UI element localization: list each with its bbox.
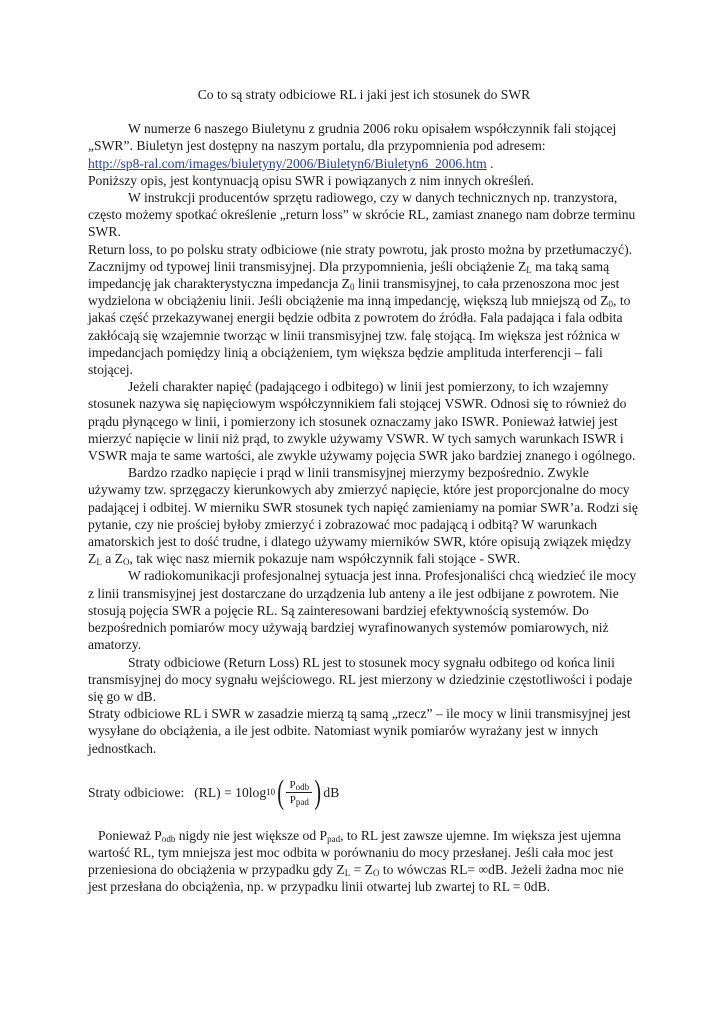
text-span: = Z xyxy=(350,862,373,878)
rl-formula xyxy=(88,771,640,815)
fraction-numerator xyxy=(286,778,312,793)
intro-text: W numerze 6 naszego Biuletynu z grudnia 2006 roku opisałem współczynnik fali stojącej „SWR”. Biuletyn jest dostępny na naszym portalu, dla przypomnienia pod adresem: xyxy=(88,121,617,154)
subscript: pad xyxy=(295,797,309,808)
left-paren: ( xyxy=(277,773,285,811)
text-span: nigdy nie jest większe od P xyxy=(175,827,328,843)
document-title: Co to są straty odbiciowe RL i jaki jest ich stosunek do SWR xyxy=(197,87,531,102)
p-symbol: P xyxy=(289,794,296,807)
paragraph-rl-definition: Straty odbiciowe (Return Loss) RL jest to stosunek mocy sygnału odbitego od końca linii transmisyjnej do mocy sygnału wejściowego. RL jest mierzony w dziedzinie częstotliwości i podaje się go w dB. xyxy=(88,654,633,704)
subscript: 0 xyxy=(349,282,355,293)
formula-fraction xyxy=(286,778,312,807)
p-symbol: P xyxy=(289,779,296,792)
subscript: L xyxy=(344,868,351,879)
text-span: , to RL jest zawsze ujemne. Im większa jest ujemna wartość RL, tym mniejsza jest moc odbita w porównaniu do mocy przesłanej. Jeśli cała moc jest przeniesiona do obciążenia w przypadku gdy Z xyxy=(88,827,621,878)
biuletyn-link[interactable]: http://sp8-ral.com/images/biuletyny/2006/Biuletyn6/Biuletyn6_2006.htm xyxy=(88,155,487,171)
subscript: O xyxy=(372,868,380,879)
subscript: pad xyxy=(327,833,341,844)
paragraph-vswr: Jeżeli charakter napięć (padającego i odbitego) w linii jest pomierzony, to ich wzajemny stosunek nazywa się napięciowym współczynnikiem fali stojącej VSWR. Odnosi się to również do prądu płynącego w linii, i pomierzony ich stosunek oznaczamy jako ISWR. Ponieważ łatwiej jest mierzyć napięcie w linii niż prąd, to zwykle używamy VSWR. W tych samych warunkach ISWR i VSWR maja te same wartości, ale zwykle używamy pojęcia SWR jako bardziej znanego i ogólnego. xyxy=(88,379,636,464)
intro-post: . xyxy=(486,155,494,171)
text-span: , tak więc nasz miernik pokazuje nam współczynnik fali stojące - SWR. xyxy=(129,551,521,567)
text-span: a Z xyxy=(101,551,123,567)
formula-log: log xyxy=(248,785,267,801)
paragraph-continuation: Poniższy opis, jest kontynuacją opisu SWR i powiązanych z nim innych określeń. xyxy=(88,172,534,188)
subscript: odb xyxy=(295,782,310,793)
text-span: to wówczas RL= ∞dB. Jeżeli żadna moc nie jest przesłana do obciążenia, np. w przypadku linii otwartej lub zwartej to RL = 0dB. xyxy=(88,862,624,895)
paragraph-rl-vs-swr: Straty odbiciowe RL i SWR w zasadzie mierzą tą samą „rzecz” – ile mocy w linii transmisyjnej jest wysyłane do obciążenia, a ile jest odbite. Natomiast wynik pomiarów wyrażany jest w innych jednostkach. xyxy=(88,706,631,756)
formula-label: Straty odbiciowe: xyxy=(88,785,185,801)
right-paren: ) xyxy=(314,773,322,811)
subscript: L xyxy=(96,557,102,568)
paragraph-swr-meter xyxy=(88,464,640,567)
subscript: odb xyxy=(161,833,176,844)
text-span: ma taką samą impedancję jak charakterystyczna impedancja Z xyxy=(88,258,610,292)
paragraph-return-loss-translation: Return loss, to po polsku straty odbiciowe (nie straty powrotu, jak prosto można by przetłumaczyć). xyxy=(88,241,633,257)
text-span: , to jakaś część przekazywanej energii będzie odbita z powrotem do źródła. Fala padająca i fala odbita zakłócają się wzajemnie tworząc w linii transmisyjnej tzw. falę stojącą. Im większa jest różnica w impedancjach pomiędzy linią a obciążeniem, tym większa będzie amplituda interferencji – fali stojącej. xyxy=(88,293,631,378)
fraction-denominator xyxy=(287,793,312,807)
paragraph-intro xyxy=(88,120,640,172)
text-span: linii transmisyjnej, to cała przenoszona moc jest wydzielona w obciążeniu linii. Jeśli obciążenie ma inną impedancję, większą lub mniejszą od Z xyxy=(88,276,620,309)
formula-log-base: 10 xyxy=(266,787,276,798)
text-span: Bardzo rzadko napięcie i prąd w linii transmisyjnej mierzymy bezpośrednio. Zwykle używamy tzw. sprzęgaczy kierunkowych aby zmierzyć napięcie, które jest proporcjonalne do mocy padającej i odbitej. W mierniku SWR stosunek tych napięć zamieniamy na pomiar SWR’a. Rodzi się pytanie, czy nie prościej byłoby zmierzyć i zobrazować moc padającą i odbitą? W warunkach amatorskich jest to dość trudne, i dlatego używamy mierników SWR, które opisują związek między Z xyxy=(88,465,638,567)
document-page xyxy=(88,86,640,896)
paragraph-professional: W radiokomunikacji profesjonalnej sytuacja jest inna. Profesjonaliści chcą wiedzieć ile mocy z linii transmisyjnej jest dostarczane do urządzenia lub anteny a ile jest odbijane z powrotem. Nie stosują pojęcia SWR a pojęcie RL. Są zainteresowani bardziej efektywnością systemów. Do bezpośrednich pomiarów mocy używają bardziej wyrafinowanych systemów pomiarowych, niż amatorzy. xyxy=(88,568,637,653)
formula-unit: dB xyxy=(323,785,340,801)
subscript: L xyxy=(526,264,532,275)
text-span: Zacznijmy od typowej linii transmisyjnej. Dla przypomnienia, jeśli obciążenie Z xyxy=(88,258,527,274)
formula-lhs: (RL) = 10 xyxy=(194,785,249,801)
text-span: Ponieważ P xyxy=(98,827,162,843)
subscript: O xyxy=(122,557,130,568)
subscript: 0 xyxy=(608,299,614,310)
paragraph-return-loss-term: W instrukcji producentów sprzętu radiowego, czy w danych technicznych np. tranzystora, często możemy spotkać określenie „return loss” w skrócie RL, zamiast znanego nam dobrze terminu SWR. xyxy=(88,190,636,240)
paragraph-rl-negative xyxy=(88,827,640,896)
paragraph-transmission-line xyxy=(88,258,640,378)
